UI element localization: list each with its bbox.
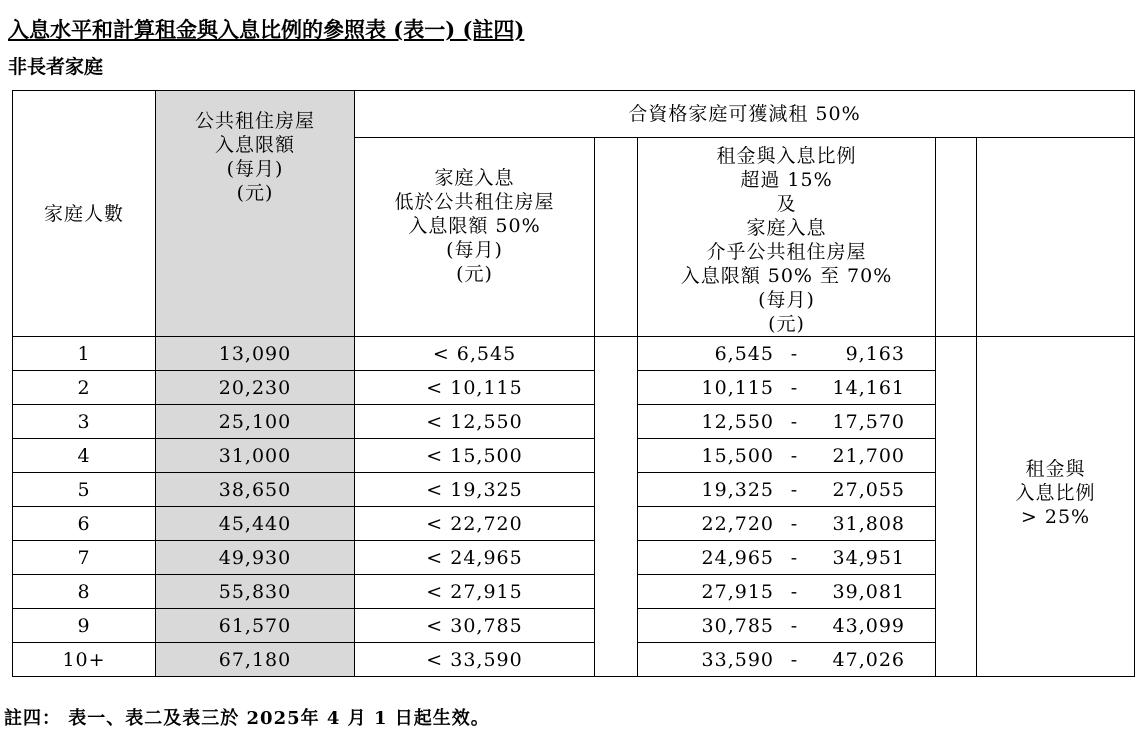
below-half-limit-header-line: (元) — [456, 263, 493, 285]
income-range — [638, 648, 935, 672]
range-dash: - — [790, 614, 799, 637]
income-limit-cell: 31,000 — [156, 439, 355, 473]
footnote: 註四： 表一、表二及表三於 2025年 4 月 1 日起生效。 — [4, 708, 490, 729]
range-dash: - — [790, 410, 799, 433]
income-range-cell — [638, 541, 936, 575]
between-limit-header-line: 家庭入息 — [746, 217, 827, 239]
eligible-group-header-label: 合資格家庭可獲減租 50% — [628, 103, 861, 125]
income-range-cell — [638, 337, 936, 371]
income-limit-cell: 61,570 — [156, 609, 355, 643]
income-range — [638, 580, 935, 604]
rent-income-ratio-line: > 25% — [1020, 505, 1091, 528]
below-half-limit-header — [355, 138, 595, 337]
range-dash: - — [790, 478, 799, 501]
range-to: 9,163 — [845, 342, 905, 365]
ratio-header-spacer — [977, 138, 1135, 337]
range-to: 39,081 — [832, 580, 905, 603]
household-size-cell: 9 — [13, 609, 156, 643]
income-range-cell — [638, 405, 936, 439]
section-subtitle: 非長者家庭 — [8, 56, 104, 78]
income-range-cell — [638, 371, 936, 405]
below-half-limit-cell: < 6,545 — [355, 337, 595, 371]
range-dash: - — [790, 376, 799, 399]
below-half-limit-cell: < 12,550 — [355, 405, 595, 439]
or-label — [595, 337, 638, 677]
range-to: 31,808 — [832, 512, 905, 535]
income-limit-header-line: 入息限額 — [214, 134, 295, 156]
range-dash: - — [790, 342, 799, 365]
below-half-limit-cell: < 27,915 — [355, 575, 595, 609]
range-to: 47,026 — [832, 648, 905, 671]
household-size-cell: 6 — [13, 507, 156, 541]
income-limit-cell: 49,930 — [156, 541, 355, 575]
below-half-limit-header-line: 入息限額 50% — [408, 215, 541, 237]
income-limit-cell: 45,440 — [156, 507, 355, 541]
household-size-cell: 10+ — [13, 643, 156, 677]
income-limit-header-line: 公共租住房屋 — [194, 110, 315, 132]
rent-income-ratio-cell — [977, 337, 1135, 677]
below-half-limit-cell: < 22,720 — [355, 507, 595, 541]
between-limit-header-line: 租金與入息比例 — [716, 145, 857, 167]
household-size-cell: 5 — [13, 473, 156, 507]
household-size-cell: 1 — [13, 337, 156, 371]
range-to: 27,055 — [832, 478, 905, 501]
range-dash: - — [790, 512, 799, 535]
range-from: 6,545 — [714, 342, 774, 365]
income-range-cell — [638, 473, 936, 507]
rent-income-ratio-line: 租金與 — [1025, 457, 1086, 480]
between-limit-header-line: (每月) — [758, 289, 815, 311]
below-half-limit-cell: < 15,500 — [355, 439, 595, 473]
rent-income-table — [12, 90, 1135, 677]
range-to: 21,700 — [832, 444, 905, 467]
or-header-spacer — [936, 138, 977, 337]
between-limit-header — [638, 138, 936, 337]
below-half-limit-cell: < 24,965 — [355, 541, 595, 575]
income-limit-cell: 38,650 — [156, 473, 355, 507]
income-range-cell — [638, 507, 936, 541]
income-range-cell — [638, 439, 936, 473]
income-limit-header-line: (元) — [236, 182, 274, 204]
or-header-spacer — [595, 138, 638, 337]
income-limit-cell: 55,830 — [156, 575, 355, 609]
between-limit-header-line: 入息限額 50% 至 70% — [680, 265, 893, 287]
below-half-limit-header-line: (每月) — [446, 239, 503, 261]
range-to: 34,951 — [832, 546, 905, 569]
below-half-limit-header-line: 低於公共租住房屋 — [394, 191, 555, 213]
range-dash: - — [790, 580, 799, 603]
income-range — [638, 410, 935, 434]
income-range — [638, 342, 935, 366]
income-limit-cell: 25,100 — [156, 405, 355, 439]
below-half-limit-cell: < 30,785 — [355, 609, 595, 643]
income-range-cell — [638, 609, 936, 643]
income-range — [638, 444, 935, 468]
below-half-limit-header-line: 家庭入息 — [434, 167, 515, 189]
table-row — [13, 337, 1135, 371]
income-range-cell — [638, 575, 936, 609]
income-range-cell — [638, 643, 936, 677]
between-limit-header-line: 介乎公共租住房屋 — [706, 241, 867, 263]
income-range — [638, 376, 935, 400]
income-limit-header-line: (每月) — [226, 158, 284, 180]
range-to: 43,099 — [832, 614, 905, 637]
or-label — [936, 337, 977, 677]
below-half-limit-cell: < 33,590 — [355, 643, 595, 677]
between-limit-header-line: 及 — [776, 193, 797, 215]
income-range — [638, 478, 935, 502]
eligible-group-header — [355, 91, 1135, 138]
range-dash: - — [790, 546, 799, 569]
household-size-header — [13, 91, 156, 337]
household-size-header-label: 家庭人數 — [43, 202, 124, 225]
income-range — [638, 546, 935, 570]
between-limit-header-line: 超過 15% — [740, 169, 833, 191]
income-limit-header — [156, 91, 355, 337]
range-dash: - — [790, 648, 799, 671]
income-limit-cell: 67,180 — [156, 643, 355, 677]
range-dash: - — [790, 444, 799, 467]
income-limit-cell: 20,230 — [156, 371, 355, 405]
range-from: 22,720 — [701, 512, 774, 535]
household-size-cell: 8 — [13, 575, 156, 609]
range-from: 24,965 — [701, 546, 774, 569]
household-size-cell: 7 — [13, 541, 156, 575]
range-from: 10,115 — [701, 376, 774, 399]
income-range — [638, 614, 935, 638]
rent-income-ratio-line: 入息比例 — [1015, 481, 1096, 504]
page-title: 入息水平和計算租金與入息比例的參照表 (表一) (註四) — [8, 17, 525, 42]
income-limit-cell: 13,090 — [156, 337, 355, 371]
range-from: 30,785 — [701, 614, 774, 637]
range-to: 14,161 — [832, 376, 905, 399]
range-from: 33,590 — [701, 648, 774, 671]
range-from: 12,550 — [701, 410, 774, 433]
household-size-cell: 4 — [13, 439, 156, 473]
income-range — [638, 512, 935, 536]
household-size-cell: 3 — [13, 405, 156, 439]
below-half-limit-cell: < 19,325 — [355, 473, 595, 507]
range-from: 15,500 — [701, 444, 774, 467]
range-from: 27,915 — [701, 580, 774, 603]
between-limit-header-line: (元) — [768, 313, 805, 335]
range-from: 19,325 — [701, 478, 774, 501]
household-size-cell: 2 — [13, 371, 156, 405]
below-half-limit-cell: < 10,115 — [355, 371, 595, 405]
range-to: 17,570 — [832, 410, 905, 433]
